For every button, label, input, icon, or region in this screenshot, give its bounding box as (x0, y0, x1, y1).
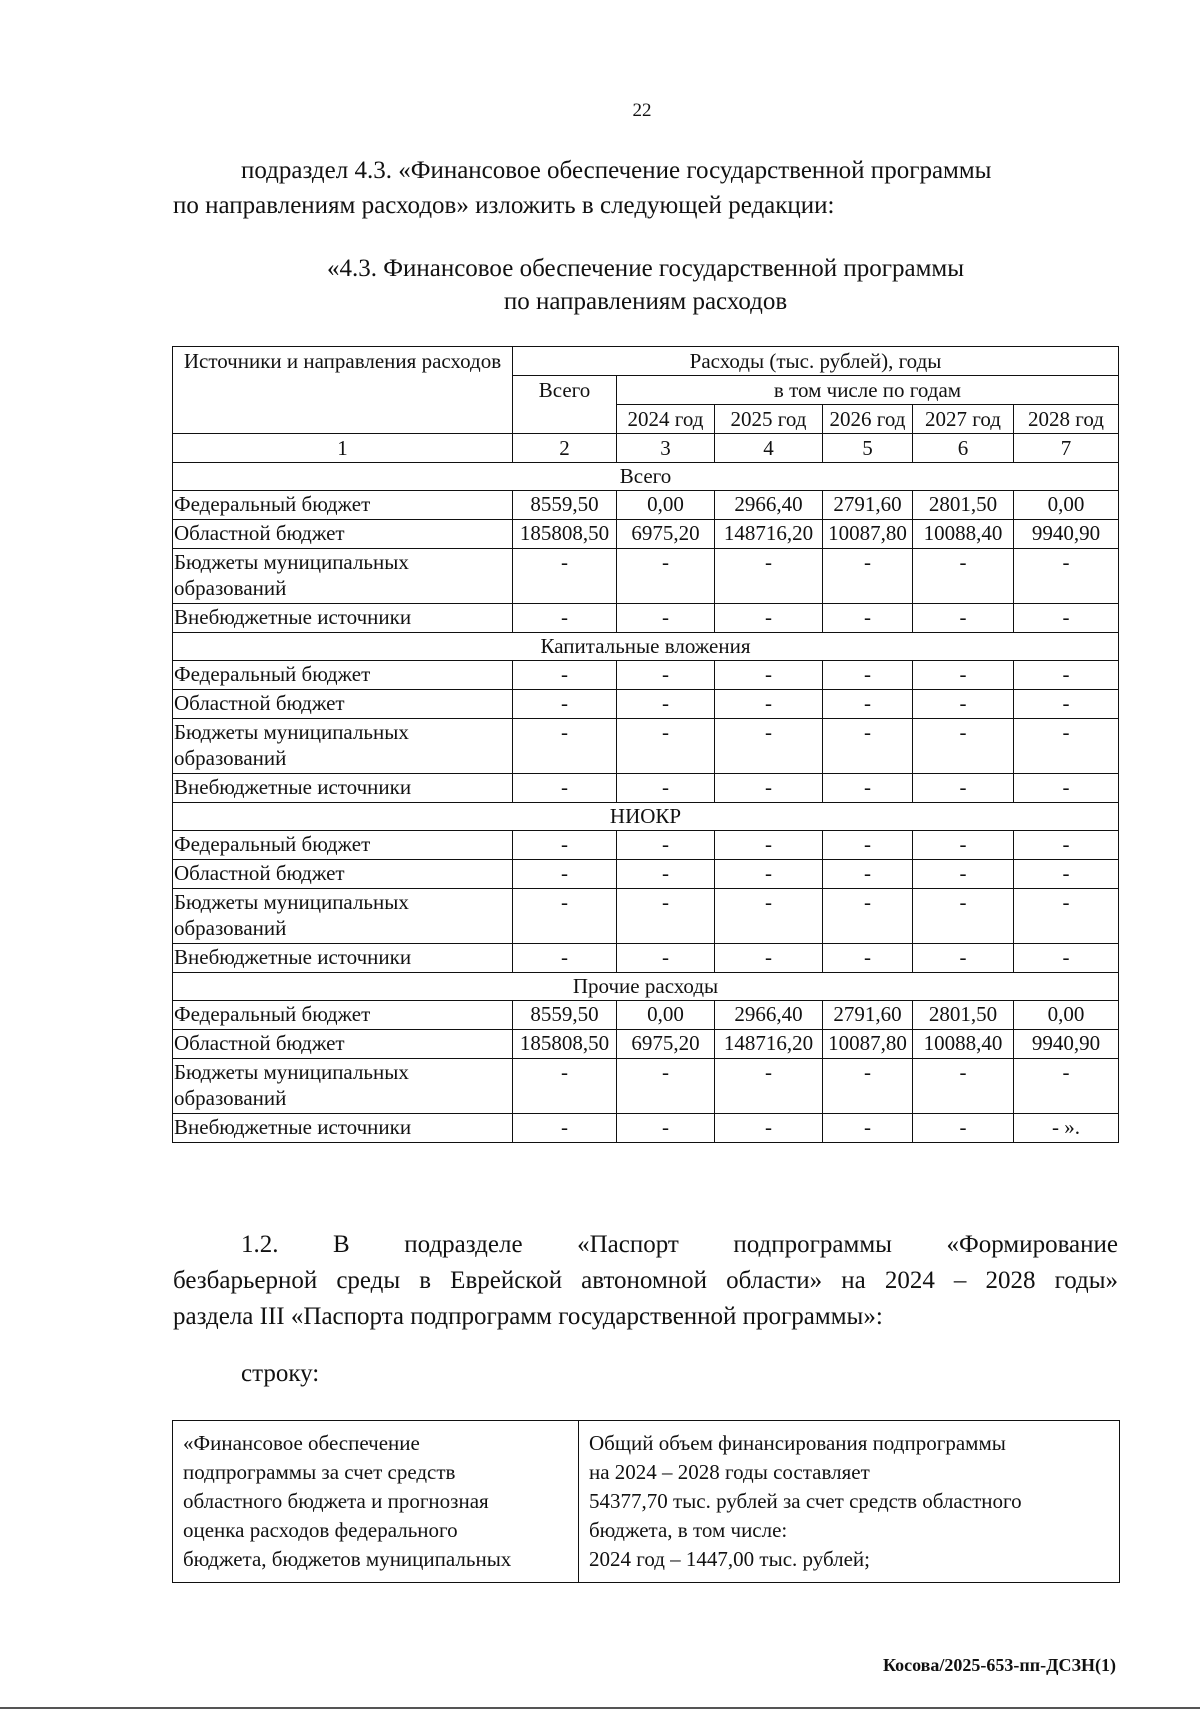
source-label: Бюджеты муниципальных образований (173, 549, 513, 604)
column-number: 7 (1014, 434, 1119, 463)
source-label: Федеральный бюджет (173, 661, 513, 690)
passport-right-line: бюджета, в том числе: (589, 1518, 788, 1542)
value-cell: - (617, 860, 715, 889)
passport-right-line: 2024 год – 1447,00 тыс. рублей; (589, 1547, 871, 1571)
value-cell: - (617, 661, 715, 690)
value-cell: - (913, 831, 1014, 860)
value-cell: - (913, 661, 1014, 690)
section-row (173, 633, 1119, 661)
paragraph-line: 1.2. В подразделе «Паспорт подпрограммы «Формирование (241, 1231, 1118, 1258)
value-cell: - (913, 690, 1014, 719)
value-cell: 10088,40 (913, 1030, 1014, 1059)
value-cell: - (715, 831, 823, 860)
value-cell: - (913, 860, 1014, 889)
table-row (173, 1114, 1119, 1143)
passport-right-cell (579, 1421, 1120, 1583)
value-cell: - (617, 1059, 715, 1114)
section-row (173, 973, 1119, 1001)
value-cell: - (617, 690, 715, 719)
value-cell: - (513, 944, 617, 973)
table-row (173, 860, 1119, 889)
table-row (173, 549, 1119, 604)
value-cell: - (823, 944, 913, 973)
passport-row (173, 1421, 1120, 1583)
header-year: 2028 год (1014, 405, 1119, 434)
source-label: Федеральный бюджет (173, 491, 513, 520)
value-cell: - (823, 1114, 913, 1143)
value-cell: - (1014, 889, 1119, 944)
source-label: Областной бюджет (173, 520, 513, 549)
column-number: 6 (913, 434, 1014, 463)
footer-code: Косова/2025-653-пп-ДСЗН(1) (882, 1655, 1116, 1675)
table-row (173, 604, 1119, 633)
source-label: Областной бюджет (173, 690, 513, 719)
value-cell: - (617, 549, 715, 604)
value-cell: - (715, 944, 823, 973)
header-by-years: в том числе по годам (617, 376, 1119, 405)
passport-left-line: областного бюджета и прогнозная (183, 1489, 489, 1513)
source-label: Внебюджетные источники (173, 604, 513, 633)
finance-table (172, 346, 1119, 1143)
paragraph-line: безбарьерной среды в Еврейской автономной области» на 2024 – 2028 годы» (173, 1267, 1118, 1294)
value-cell: - (513, 690, 617, 719)
passport-left-line: «Финансовое обеспечение (183, 1431, 420, 1455)
value-cell: 10088,40 (913, 520, 1014, 549)
value-cell: 148716,20 (715, 520, 823, 549)
value-cell: - (617, 1114, 715, 1143)
value-cell: - (513, 831, 617, 860)
value-cell: 6975,20 (617, 520, 715, 549)
section-title-line-2: по направлениям расходов (503, 288, 788, 315)
value-cell: 0,00 (617, 1001, 715, 1030)
value-cell: - (913, 1114, 1014, 1143)
value-cell: - (823, 690, 913, 719)
value-cell: - (513, 774, 617, 803)
section-title-line-1: «4.3. Финансовое обеспечение государственной программы (326, 255, 965, 282)
intro-paragraph (173, 153, 1173, 223)
value-cell: 0,00 (1014, 491, 1119, 520)
source-label: Областной бюджет (173, 860, 513, 889)
value-cell: - (617, 774, 715, 803)
value-cell: - (513, 604, 617, 633)
value-cell: - (823, 774, 913, 803)
value-cell: 8559,50 (513, 1001, 617, 1030)
value-cell: - (1014, 944, 1119, 973)
value-cell: 185808,50 (513, 1030, 617, 1059)
value-cell: - (513, 1114, 617, 1143)
source-label: Внебюджетные источники (173, 944, 513, 973)
table-row (173, 889, 1119, 944)
value-cell: - (913, 1059, 1014, 1114)
value-cell: - (715, 690, 823, 719)
value-cell: - (823, 831, 913, 860)
value-cell: 8559,50 (513, 491, 617, 520)
source-label: Федеральный бюджет (173, 831, 513, 860)
header-year: 2024 год (617, 405, 715, 434)
value-cell: - (617, 719, 715, 774)
section-title-cell: НИОКР (173, 803, 1119, 831)
header-expenses: Расходы (тыс. рублей), годы (513, 347, 1119, 376)
value-cell: 6975,20 (617, 1030, 715, 1059)
paragraph-1-2 (173, 1227, 1118, 1335)
source-label: Бюджеты муниципальных образований (173, 889, 513, 944)
header-year: 2026 год (823, 405, 913, 434)
value-cell: - (913, 604, 1014, 633)
header-sources: Источники и направления расходов (173, 347, 513, 434)
value-cell: - (1014, 1059, 1119, 1114)
value-cell: - (913, 944, 1014, 973)
value-cell: - (513, 860, 617, 889)
value-cell: 0,00 (617, 491, 715, 520)
value-cell: - (715, 661, 823, 690)
value-cell: - (823, 719, 913, 774)
passport-left-line: подпрограммы за счет средств (183, 1460, 456, 1484)
value-cell: - (715, 549, 823, 604)
passport-right-line: на 2024 – 2028 годы составляет (589, 1460, 870, 1484)
column-number: 1 (173, 434, 513, 463)
value-cell: - (823, 604, 913, 633)
table-row (173, 1001, 1119, 1030)
table-row (173, 831, 1119, 860)
section-title (173, 252, 1118, 318)
value-cell: - (715, 604, 823, 633)
finance-table-body (173, 463, 1119, 1143)
passport-left-line: бюджета, бюджетов муниципальных (183, 1547, 512, 1571)
source-label: Внебюджетные источники (173, 774, 513, 803)
value-cell: - (513, 1059, 617, 1114)
table-row (173, 774, 1119, 803)
column-number: 2 (513, 434, 617, 463)
value-cell: - (1014, 549, 1119, 604)
value-cell: - (913, 889, 1014, 944)
value-cell: 2966,40 (715, 491, 823, 520)
header-total: Всего (513, 376, 617, 434)
value-cell: - (617, 889, 715, 944)
passport-table (172, 1420, 1120, 1583)
table-row (173, 491, 1119, 520)
intro-line-1: подраздел 4.3. «Финансовое обеспечение государственной программы (241, 157, 992, 184)
passport-right-line: Общий объем финансирования подпрограммы (589, 1431, 1006, 1455)
value-cell: - (715, 774, 823, 803)
column-number: 5 (823, 434, 913, 463)
source-label: Бюджеты муниципальных образований (173, 719, 513, 774)
paragraph-line: раздела III «Паспорта подпрограмм государственной программы»: (173, 1303, 883, 1330)
value-cell: - (1014, 860, 1119, 889)
table-row (173, 520, 1119, 549)
value-cell: 148716,20 (715, 1030, 823, 1059)
value-cell: - (1014, 604, 1119, 633)
value-cell: - (715, 1059, 823, 1114)
page-bottom-divider (0, 1707, 1200, 1709)
passport-right-line: 54377,70 тыс. рублей за счет средств областного (589, 1489, 1022, 1513)
value-cell: - (913, 774, 1014, 803)
value-cell: - (913, 719, 1014, 774)
value-cell: 2801,50 (913, 1001, 1014, 1030)
value-cell: - (715, 1114, 823, 1143)
column-number: 3 (617, 434, 715, 463)
value-cell: - (715, 719, 823, 774)
table-row (173, 1059, 1119, 1114)
table-row (173, 944, 1119, 973)
section-row (173, 463, 1119, 491)
header-year: 2027 год (913, 405, 1014, 434)
value-cell: 9940,90 (1014, 1030, 1119, 1059)
value-cell: - (823, 661, 913, 690)
intro-line-2: по направлениям расходов» изложить в следующей редакции: (173, 192, 835, 219)
value-cell: - (1014, 690, 1119, 719)
source-label: Областной бюджет (173, 1030, 513, 1059)
value-cell: - (823, 860, 913, 889)
section-title-cell: Капитальные вложения (173, 633, 1119, 661)
value-cell: - ». (1014, 1114, 1119, 1143)
value-cell: - (913, 549, 1014, 604)
source-label: Федеральный бюджет (173, 1001, 513, 1030)
value-cell: - (617, 831, 715, 860)
source-label: Внебюджетные источники (173, 1114, 513, 1143)
value-cell: - (617, 944, 715, 973)
value-cell: 2966,40 (715, 1001, 823, 1030)
value-cell: 185808,50 (513, 520, 617, 549)
value-cell: - (513, 549, 617, 604)
column-number: 4 (715, 434, 823, 463)
value-cell: - (1014, 831, 1119, 860)
table-row (173, 661, 1119, 690)
page-number: 22 (632, 100, 652, 121)
value-cell: 2791,60 (823, 1001, 913, 1030)
value-cell: - (823, 1059, 913, 1114)
value-cell: 9940,90 (1014, 520, 1119, 549)
section-row (173, 803, 1119, 831)
value-cell: - (823, 889, 913, 944)
value-cell: - (715, 889, 823, 944)
value-cell: - (715, 860, 823, 889)
value-cell: - (1014, 719, 1119, 774)
value-cell: 10087,80 (823, 1030, 913, 1059)
value-cell: 2791,60 (823, 491, 913, 520)
table-row (173, 1030, 1119, 1059)
value-cell: - (1014, 774, 1119, 803)
passport-left-cell (173, 1421, 579, 1583)
row-label: строку: (241, 1360, 320, 1387)
value-cell: - (1014, 661, 1119, 690)
value-cell: 10087,80 (823, 520, 913, 549)
table-row (173, 719, 1119, 774)
value-cell: - (823, 549, 913, 604)
value-cell: - (513, 719, 617, 774)
section-title-cell: Прочие расходы (173, 973, 1119, 1001)
source-label: Бюджеты муниципальных образований (173, 1059, 513, 1114)
value-cell: - (513, 889, 617, 944)
value-cell: 0,00 (1014, 1001, 1119, 1030)
passport-left-line: оценка расходов федерального (183, 1518, 458, 1542)
value-cell: - (617, 604, 715, 633)
table-row (173, 690, 1119, 719)
value-cell: - (513, 661, 617, 690)
section-title-cell: Всего (173, 463, 1119, 491)
header-year: 2025 год (715, 405, 823, 434)
value-cell: 2801,50 (913, 491, 1014, 520)
